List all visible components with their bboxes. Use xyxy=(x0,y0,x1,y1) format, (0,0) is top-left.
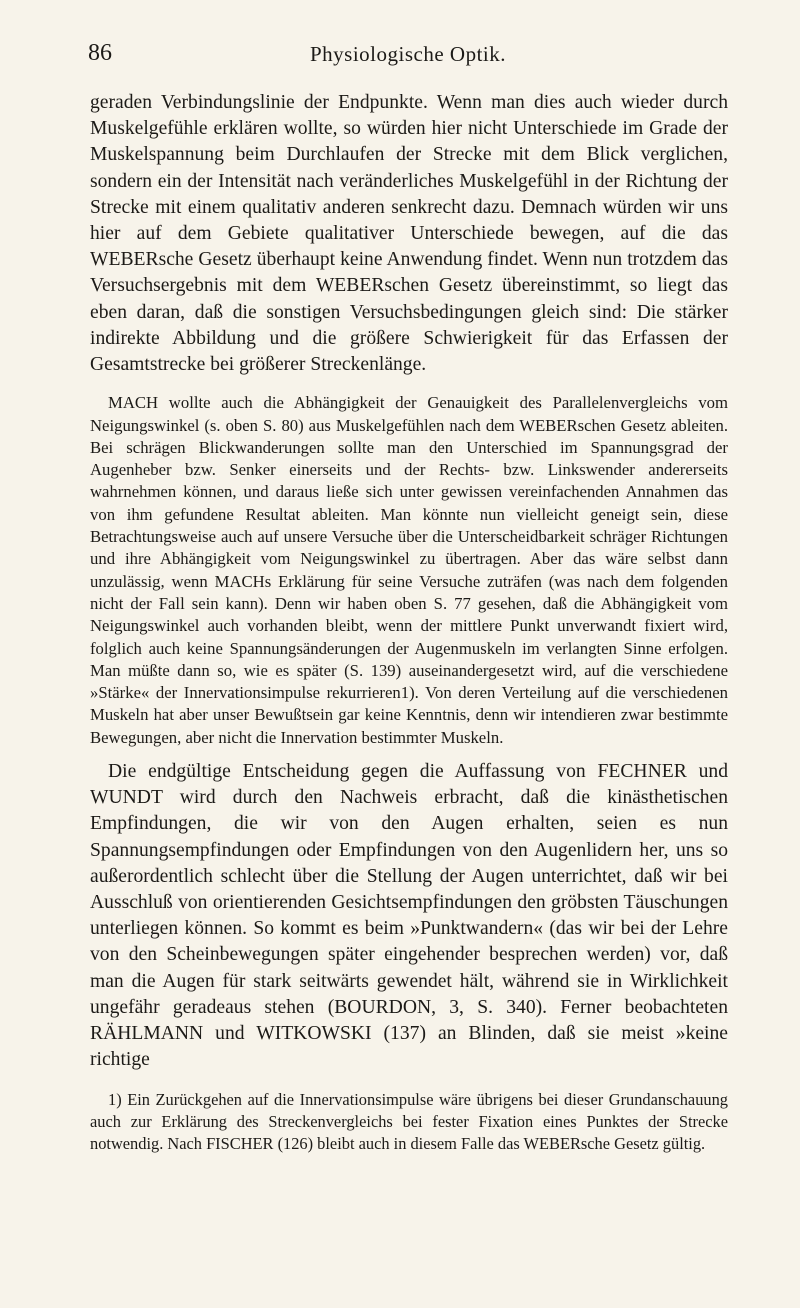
page-number: 86 xyxy=(88,40,112,66)
paragraph-2: MACH wollte auch die Abhängigkeit der Genauigkeit des Parallelenvergleichs vom Neigungswinkel (s. oben S. 80) aus Muskelgefühlen nach dem WEBERschen Gesetz ableiten. Bei schrägen Blickwanderungen sollte man den Unterschied im Spannungsgrad der Augenheber bzw. Senker einerseits und der Rechts- bzw. Linkswender andererseits wahrnehmen können, und daraus ließe sich unter gewissen vereinfachenden Annahmen das von ihm gefundene Resultat ableiten. Man könnte nun vielleicht geneigt sein, diese Betrachtungsweise auch auf unsere Versuche über die Unterscheidbarkeit schräger Richtungen und ihre Abhängigkeit vom Neigungswinkel zu übertragen. Aber das wäre selbst dann unzulässig, wenn MACHs Erklärung für seine Versuche zuträfen (was nach dem folgenden nicht der Fall sein kann). Denn wir haben oben S. 77 gesehen, daß die Abhängigkeit vom Neigungswinkel auch vorhanden bleibt, wenn der mittlere Punkt unverwandt fixiert wird, folglich auch keine Spannungsänderungen der Augenmuskeln im verlangten Sinne erfolgen. Man müßte dann so, wie es später (S. 139) auseinandergesetzt wird, auf die verschiedene »Stärke« der Innervationsimpulse rekurrieren1). Von deren Verteilung auf die verschiedenen Muskeln hat aber unser Bewußtsein gar keine Kenntnis, denn wir intendieren zwar bestimmte Bewegungen, aber nicht die Innervation bestimmter Muskeln. xyxy=(90,393,728,747)
page-body xyxy=(90,90,728,1155)
paragraph-3: Die endgültige Entscheidung gegen die Auffassung von FECHNER und WUNDT wird durch den Nachweis erbracht, daß die kinästhetischen Empfindungen, die wir von den Augen erhalten, seien es nun Spannungsempfindungen oder Empfindungen von den Augenlidern her, uns so außerordentlich schlecht über die Stellung der Augen unterrichtet, daß wir bei Ausschluß von orientierenden Gesichtsempfindungen den gröbsten Täuschungen unterliegen können. So kommt es beim »Punktwandern« (das wir bei der Lehre von den Scheinbewegungen später eingehender besprechen werden) vor, daß man die Augen für stark seitwärts gewendet hält, während sie in Wirklichkeit ungefähr geradeaus stehen (BOURDON, 3, S. 340). Ferner beobachteten RÄHLMANN und WITKOWSKI (137) an Blinden, daß sie meist »keine richtige xyxy=(90,760,728,1071)
running-title: Physiologische Optik. xyxy=(309,42,506,66)
running-head xyxy=(88,40,728,70)
paragraph-1: geraden Verbindungslinie der Endpunkte. Wenn man dies auch wieder durch Muskelgefühle erklären wollte, so würden hier nicht Unterschiede im Grade der Muskelspannung beim Durchlaufen der Strecke mit dem Blick verglichen, sondern ein der Intensität nach veränderliches Muskelgefühl in der Richtung der Strecke mit einem qualitativ anderen senkrecht dazu. Demnach würden wir uns hier auf dem Gebiete qualitativer Unterschiede bewegen, auf die das WEBERsche Gesetz überhaupt keine Anwendung findet. Wenn nun trotzdem das Versuchsergebnis mit dem WEBERschen Gesetz übereinstimmt, so liegt das eben daran, daß die sonstigen Versuchsbedingungen gleich sind: Die stärker indirekte Abbildung und die größere Schwierigkeit für das Erfassen der Gesamtstrecke bei größerer Streckenlänge. xyxy=(90,92,728,376)
footnote: 1) Ein Zurückgehen auf die Innervationsimpulse wäre übrigens bei dieser Grundanschauung auch zur Erklärung des Streckenvergleichs bei fester Fixation eines Punktes der Strecke notwendig. Nach FISCHER (126) bleibt auch in diesem Falle das WEBERsche Gesetz gültig. xyxy=(90,1090,728,1154)
